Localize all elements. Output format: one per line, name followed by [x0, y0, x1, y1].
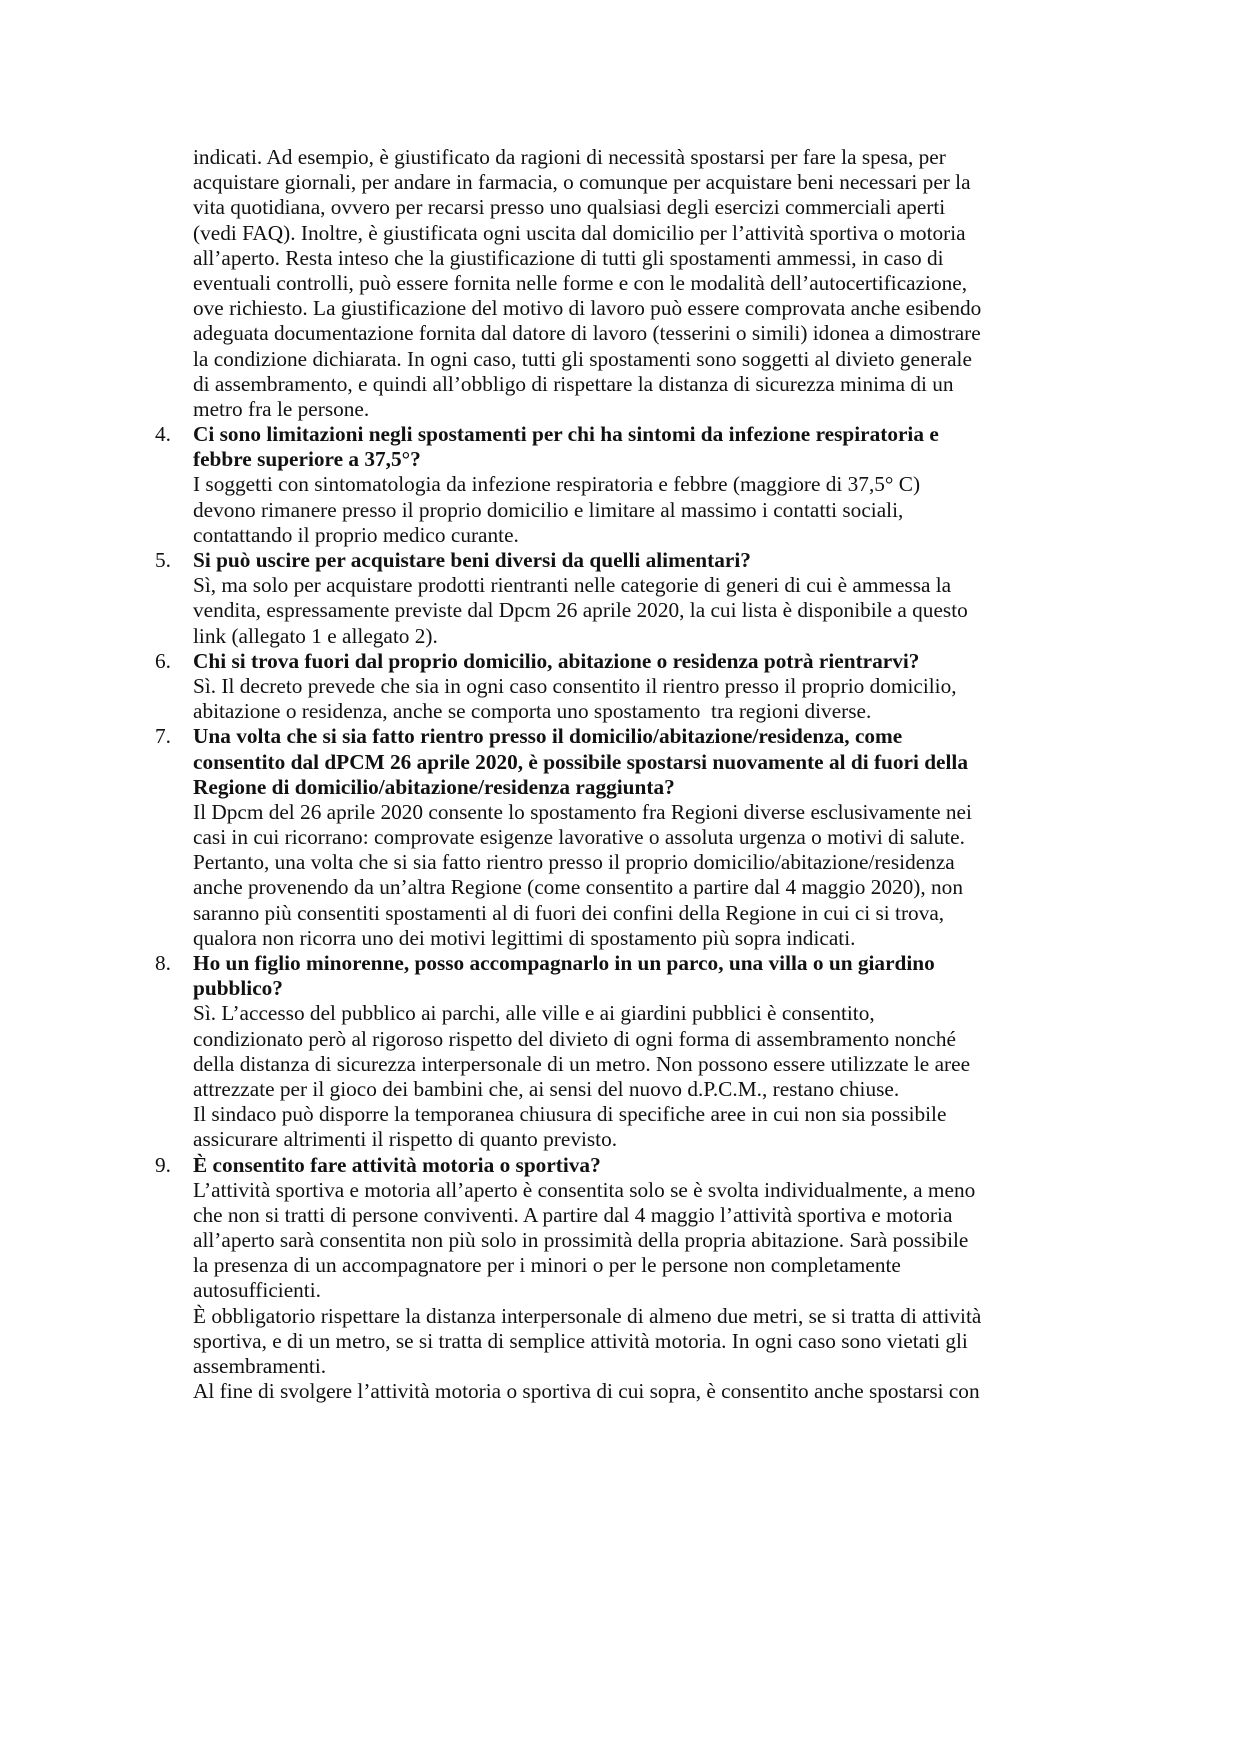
faq-answer-line: anche provenendo da un’altra Regione (come consentito a partire dal 4 maggio 2020), non — [193, 875, 963, 900]
faq-answer-line: L’attività sportiva e motoria all’aperto è consentita solo se è svolta individualmente, a meno — [193, 1177, 976, 1202]
faq-answer-line: qualora non ricorra uno dei motivi legittimi di spostamento più sopra indicati. — [193, 925, 856, 950]
faq-answer-line: Al fine di svolgere l’attività motoria o sportiva di cui sopra, è consentito anche spostarsi con — [193, 1379, 980, 1404]
intro-line: di assembramento, e quindi all’obbligo di rispettare la distanza di sicurezza minima di un — [193, 371, 954, 396]
faq-question — [193, 422, 1153, 472]
intro-line: metro fra le persone. — [193, 396, 370, 421]
faq-answer-line: della distanza di sicurezza interpersonale di un metro. Non possono essere utilizzate le aree — [193, 1051, 971, 1076]
faq-question-line: Ci sono limitazioni negli spostamenti per chi ha sintomi da infezione respiratoria e — [193, 422, 939, 447]
faq-item-number: 7. — [155, 724, 171, 749]
faq-question-line: pubblico? — [193, 976, 283, 1001]
intro-line: la condizione dichiarata. In ogni caso, tutti gli spostamenti sono soggetti al divieto generale — [193, 346, 972, 371]
faq-answer-line: assicurare altrimenti il rispetto di quanto previsto. — [193, 1127, 618, 1152]
faq-answer-line: assembramenti. — [193, 1354, 327, 1378]
faq-item — [155, 1152, 1153, 1405]
faq-answer — [193, 1178, 1153, 1405]
faq-item-number: 4. — [155, 422, 171, 447]
faq-question-line: febbre superiore a 37,5°? — [193, 447, 421, 472]
intro-line: acquistare giornali, per andare in farmacia, o comunque per acquistare beni necessari per la — [193, 170, 971, 195]
faq-answer-line: abitazione o residenza, anche se comporta uno spostamento tra regioni diverse. — [193, 699, 872, 724]
faq-answer-line: saranno più consentiti spostamenti al di fuori dei confini della Regione in cui ci si trova, — [193, 900, 945, 925]
faq-question — [193, 951, 1153, 1001]
faq-answer-line: Sì, ma solo per acquistare prodotti rientranti nelle categorie di generi di cui è ammessa la — [193, 573, 952, 598]
faq-question — [193, 649, 1153, 674]
faq-question-line: Chi si trova fuori dal proprio domicilio, abitazione o residenza potrà rientrarvi? — [193, 648, 920, 673]
faq-item — [155, 951, 1153, 1153]
faq-answer-line: attrezzate per il gioco dei bambini che, ai sensi del nuovo d.P.C.M., restano chiuse. — [193, 1076, 900, 1101]
faq-question-line: Ho un figlio minorenne, posso accompagnarlo in un parco, una villa o un giardino — [193, 951, 935, 975]
faq-answer-line: contattando il proprio medico curante. — [193, 522, 519, 547]
faq-answer-line: che non si tratti di persone conviventi. A partire dal 4 maggio l’attività sportiva e motoria — [193, 1202, 953, 1227]
faq-question — [193, 724, 1153, 800]
faq-item — [155, 548, 1153, 649]
faq-question-line: Regione di domicilio/abitazione/residenza raggiunta? — [193, 774, 675, 799]
faq-item — [155, 648, 1153, 725]
faq-answer-line: Pertanto, una volta che si sia fatto rientro presso il proprio domicilio/abitazione/residenza — [193, 850, 955, 875]
faq-answer-line: Il sindaco può disporre la temporanea chiusura di specifiche aree in cui non sia possibile — [193, 1102, 947, 1127]
intro-line: adeguata documentazione fornita dal datore di lavoro (tesserini o simili) idonea a dimostrare — [193, 321, 981, 346]
faq-question-line: È consentito fare attività motoria o sportiva? — [193, 1152, 601, 1177]
faq-answer-line: link (allegato 1 e allegato 2). — [193, 623, 438, 648]
faq-answer — [193, 472, 1153, 548]
faq-answer — [193, 674, 1153, 724]
faq-item — [155, 724, 1153, 951]
faq-answer-line: Il Dpcm del 26 aprile 2020 consente lo spostamento fra Regioni diverse esclusivamente nei — [193, 799, 972, 824]
faq-answer-line: casi in cui ricorrano: comprovate esigenze lavorative o assoluta urgenza o motivi di salute. — [193, 825, 965, 850]
intro-line: eventuali controlli, può essere fornita nelle forme e con le modalità dell’autocertificazione, — [193, 270, 968, 295]
faq-answer — [193, 1001, 1153, 1152]
faq-question — [193, 548, 1153, 573]
faq-answer-line: I soggetti con sintomatologia da infezione respiratoria e febbre (maggiore di 37,5° C) — [193, 472, 921, 497]
faq-item-number: 6. — [155, 648, 171, 673]
faq-question — [193, 1153, 1153, 1178]
faq-answer-line: sportiva, e di un metro, se si tratta di semplice attività motoria. In ogni caso sono vietati gli — [193, 1328, 968, 1353]
faq-answer-line: È obbligatorio rispettare la distanza interpersonale di almeno due metri, se si tratta di attività — [193, 1303, 982, 1328]
intro-line: (vedi FAQ). Inoltre, è giustificata ogni uscita dal domicilio per l’attività sportiva o motoria — [193, 220, 966, 245]
faq-list — [155, 422, 1153, 1404]
faq-item — [155, 422, 1153, 548]
faq-answer — [193, 573, 1153, 649]
faq-question-line: Si può uscire per acquistare beni diversi da quelli alimentari? — [193, 548, 751, 572]
faq-answer-line: vendita, espressamente previste dal Dpcm 26 aprile 2020, la cui lista è disponibile a questo — [193, 598, 968, 623]
faq-answer — [193, 800, 1153, 951]
faq-answer-line: all’aperto sarà consentita non più solo in prossimità della propria abitazione. Sarà possibile — [193, 1228, 969, 1253]
faq-answer-line: autosufficienti. — [193, 1278, 321, 1303]
intro-line: indicati. Ad esempio, è giustificato da ragioni di necessità spostarsi per fare la spesa, per — [193, 145, 946, 169]
faq-answer-line: Sì. L’accesso del pubblico ai parchi, alle ville e ai giardini pubblici è consentito, — [193, 1001, 875, 1026]
faq-item-number: 8. — [155, 951, 171, 975]
faq-answer-line: devono rimanere presso il proprio domicilio e limitare al massimo i contatti sociali, — [193, 497, 904, 522]
document-body — [155, 145, 1153, 1404]
intro-line: all’aperto. Resta inteso che la giustificazione di tutti gli spostamenti ammessi, in caso di — [193, 245, 944, 270]
intro-line: ove richiesto. La giustificazione del motivo di lavoro può essere comprovata anche esibendo — [193, 296, 982, 321]
faq-answer-line: condizionato però al rigoroso rispetto del divieto di ogni forma di assembramento nonché — [193, 1026, 956, 1051]
intro-paragraph — [193, 145, 1153, 422]
faq-answer-line: la presenza di un accompagnatore per i minori o per le persone non completamente — [193, 1253, 901, 1278]
faq-answer-line: Sì. Il decreto prevede che sia in ogni caso consentito il rientro presso il proprio domicilio, — [193, 673, 957, 698]
intro-line: vita quotidiana, ovvero per recarsi presso uno qualsiasi degli esercizi commerciali aperti — [193, 195, 946, 220]
faq-item-number: 9. — [155, 1152, 171, 1177]
faq-question-line: consentito dal dPCM 26 aprile 2020, è possibile spostarsi nuovamente al di fuori della — [193, 749, 968, 774]
faq-question-line: Una volta che si sia fatto rientro presso il domicilio/abitazione/residenza, come — [193, 724, 903, 749]
faq-item-number: 5. — [155, 548, 171, 572]
